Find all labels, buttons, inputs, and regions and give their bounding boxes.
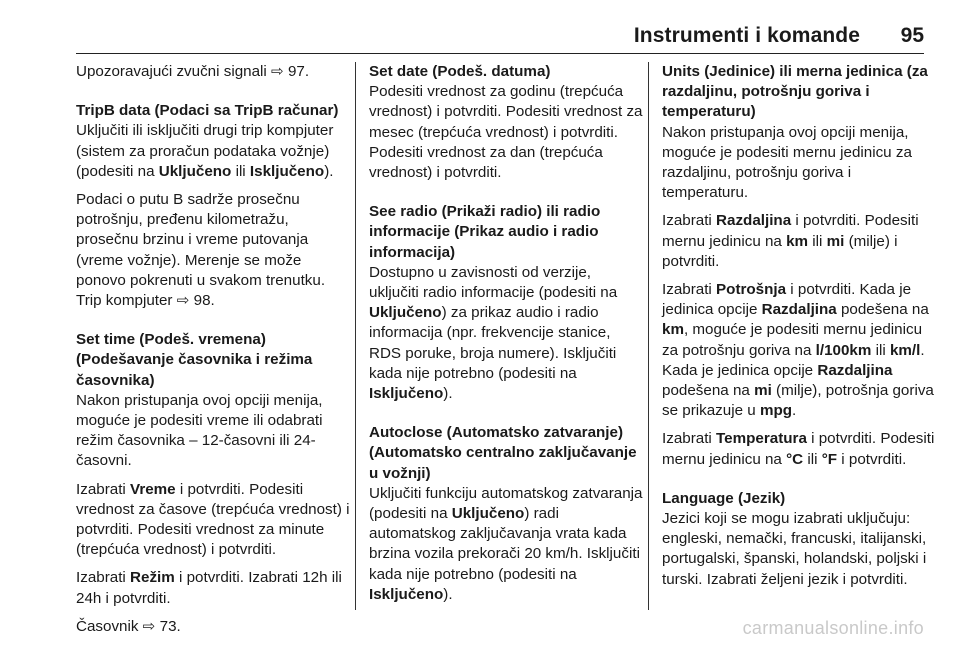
setdate-text: Podesiti vrednost za godinu (trepćuća vrednost) i potvrditi. Podesiti vrednost za mesec (trepćuća vrednost) i potvrditi. Podesiti vrednost za dan (trepćuća vrednost) i potvrditi. [369,83,643,182]
units-consumption-instructions: Izabrati Potrošnja i potvrditi. Kada je jedinica opcije Razdaljina podešena na km, moguće je podesiti mernu jedinicu za potrošnju goriva na l/100km ili km/l. Kada je jedinica opcije Razdaljina podešena na mi (milje), potrošnja goriva se prikazuje u mpg. [662,281,934,420]
seeradio-heading: See radio (Prikaži radio) ili radio informacije (Prikaz audio i radio informacija) [369,203,601,261]
units-distance-instructions: Izabrati Razdaljina i potvrditi. Podesiti mernu jedinicu na km ili mi (milje) i potvrditi. [662,212,919,270]
column-divider-2 [648,62,649,610]
language-text: Jezici koji se mogu izabrati uključuju: engleski, nemački, francuski, italijanski, portugalski, španski, holandski, poljski i turski. Izabrati željeni jezik i potvrditi. [662,510,927,588]
column-3 [662,62,937,598]
units-heading: Units (Jedinice) ili merna jedinica (za razdaljinu, potrošnju goriva i temperaturu) [662,63,928,121]
page-number: 95 [900,24,924,47]
units-intro: Nakon pristupanja ovoj opciji menija, moguće je podesiti mernu jedinicu za razdaljinu, potrošnju goriva i temperaturu. [662,123,912,202]
section-title: Instrumenti i komande [633,24,860,47]
setdate-heading: Set date (Podeš. datuma) [369,63,551,80]
settime-mode-instructions: Izabrati Režim i potvrditi. Izabrati 12h ili 24h i potvrditi. [76,569,342,607]
settime-intro: Nakon pristupanja ovoj opciji menija, moguće je podesiti vreme ili odabrati režim časovnika – 12-časovni ili 24-časovni. [76,391,323,470]
header-rule [76,53,924,54]
language-heading: Language (Jezik) [662,489,786,507]
page-header [0,0,960,60]
column-divider-1 [355,62,356,610]
seeradio-text: Dostupno u zavisnosti od verzije, uključiti radio informacije (podesiti na Uključeno) za prikaz audio i radio informacija (npr. frekvencije stanice, RDS poruke, broja numere). Isključiti kada nije potrebno (podesiti na Isključeno). [369,263,618,403]
column-1 [76,62,351,645]
settime-heading: Set time (Podeš. vremena) (Podešavanje časovnika i režima časovnika) [76,331,313,389]
tripb-description: Podaci o putu B sadrže prosečnu potrošnju, pređenu kilometražu, prosečnu brzinu i vreme putovanja (vreme vožnje). Merenje se može ponovo pokrenuti u svakom trenutku. Trip kompjuter ⇨ 98. [76,191,326,310]
column-2 [369,62,644,613]
autoclose-text: Uključiti funkciju automatskog zatvaranja (podesiti na Uključeno) radi automatskog zaključavanja vrata kada brzina vozila prekorači 20 km/h. Isključiti kada nije potrebno (podesiti na Isključeno). [369,484,643,603]
autoclose-heading: Autoclose (Automatsko zatvaranje) (Automatsko centralno zaključavanje u vožnji) [369,424,637,482]
units-temperature-instructions: Izabrati Temperatura i potvrditi. Podesiti mernu jedinicu na °C ili °F i potvrditi. [662,430,935,468]
tripb-heading: TripB data (Podaci sa TripB računar) [76,102,339,120]
warning-chimes-ref: Upozoravajući zvučni signali ⇨ 97. [76,63,310,80]
settime-time-instructions: Izabrati Vreme i potvrditi. Podesiti vrednost za časove (trepćuća vrednost) i potvrditi. Podesiti vrednost za minute (trepćuća vrednost) i potvrditi. [76,480,350,559]
tripb-text: Uključiti ili isključiti drugi trip kompjuter (sistem za proračun podataka vožnje) (podesiti na Uključeno ili Isključeno). [76,122,334,180]
clock-ref: Časovnik ⇨ 73. [76,617,181,635]
watermark-text: carmanualsonline.info [742,618,924,638]
